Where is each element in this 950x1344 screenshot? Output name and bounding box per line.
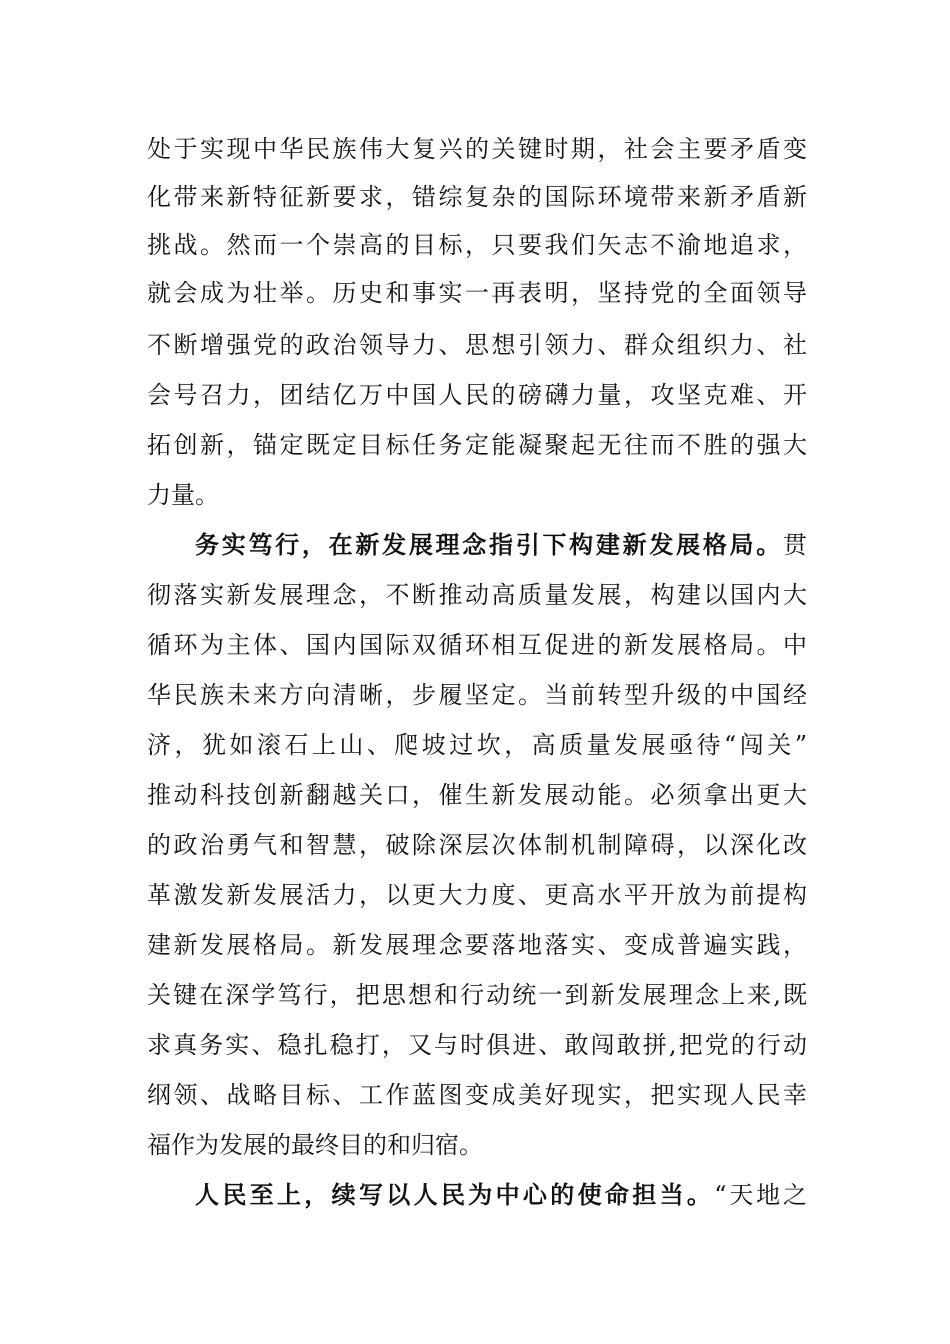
paragraph-1-line-4: 就会成为壮举。历史和事实一再表明，坚持党的全面领导 bbox=[147, 279, 807, 307]
paragraph-2-line-3: 循环为主体、国内国际双循环相互促进的新发展格局。中 bbox=[147, 631, 807, 659]
paragraph-1-line-2: 化带来新特征新要求，错综复杂的国际环境带来新矛盾新 bbox=[147, 183, 807, 211]
paragraph-2-line-5: 济，犹如滚石上山、爬坡过坎，高质量发展亟待“闯关” bbox=[147, 731, 807, 759]
paragraph-2-line-11: 求真务实、稳扎稳打，又与时俱进、敢闯敢拼,把党的行动 bbox=[147, 1031, 807, 1059]
paragraph-1-line-3: 挑战。然而一个崇高的目标，只要我们矢志不渝地追求， bbox=[147, 231, 807, 259]
paragraph-1-line-8: 力量。 bbox=[147, 481, 219, 509]
paragraph-2-line-12: 纲领、战略目标、工作蓝图变成美好现实，把实现人民幸 bbox=[147, 1081, 807, 1109]
paragraph-1-line-7: 拓创新，锚定既定目标任务定能凝聚起无往而不胜的强大 bbox=[147, 431, 807, 459]
paragraph-2-line-9: 建新发展格局。新发展理念要落地落实、变成普遍实践， bbox=[147, 931, 807, 959]
paragraph-1-line-6: 会号召力，团结亿万中国人民的磅礴力量，攻坚克难、开 bbox=[147, 381, 807, 409]
paragraph-2-line-8: 革激发新发展活力，以更大力度、更高水平开放为前提构 bbox=[147, 881, 807, 909]
paragraph-2-line-7: 的政治勇气和智慧，破除深层次体制机制障碍，以深化改 bbox=[147, 831, 807, 859]
paragraph-2-line-10: 关键在深学笃行，把思想和行动统一到新发展理念上来,既 bbox=[147, 981, 807, 1009]
paragraph-1-line-5: 不断增强党的政治领导力、思想引领力、群众组织力、社 bbox=[147, 331, 807, 359]
paragraph-3-first-line-rest: “天地之 bbox=[714, 1181, 807, 1209]
paragraph-2-line-4: 华民族未来方向清晰，步履坚定。当前转型升级的中国经 bbox=[147, 681, 807, 709]
paragraph-2-first-line-rest: 贯 bbox=[783, 531, 807, 559]
paragraph-2-line-6: 推动科技创新翻越关口，催生新发展动能。必须拿出更大 bbox=[147, 781, 807, 809]
paragraph-2-line-13: 福作为发展的最终目的和归宿。 bbox=[147, 1131, 483, 1159]
paragraph-3-heading: 人民至上，续写以人民为中心的使命担当。 bbox=[195, 1181, 715, 1209]
paragraph-3-line-1 bbox=[195, 1170, 807, 1220]
paragraph-2-line-1 bbox=[195, 520, 807, 570]
paragraph-1-line-1: 处于实现中华民族伟大复兴的关键时期，社会主要矛盾变 bbox=[147, 135, 807, 163]
paragraph-2-line-2: 彻落实新发展理念，不断推动高质量发展，构建以国内大 bbox=[147, 581, 807, 609]
paragraph-2-heading: 务实笃行，在新发展理念指引下构建新发展格局。 bbox=[195, 531, 783, 559]
